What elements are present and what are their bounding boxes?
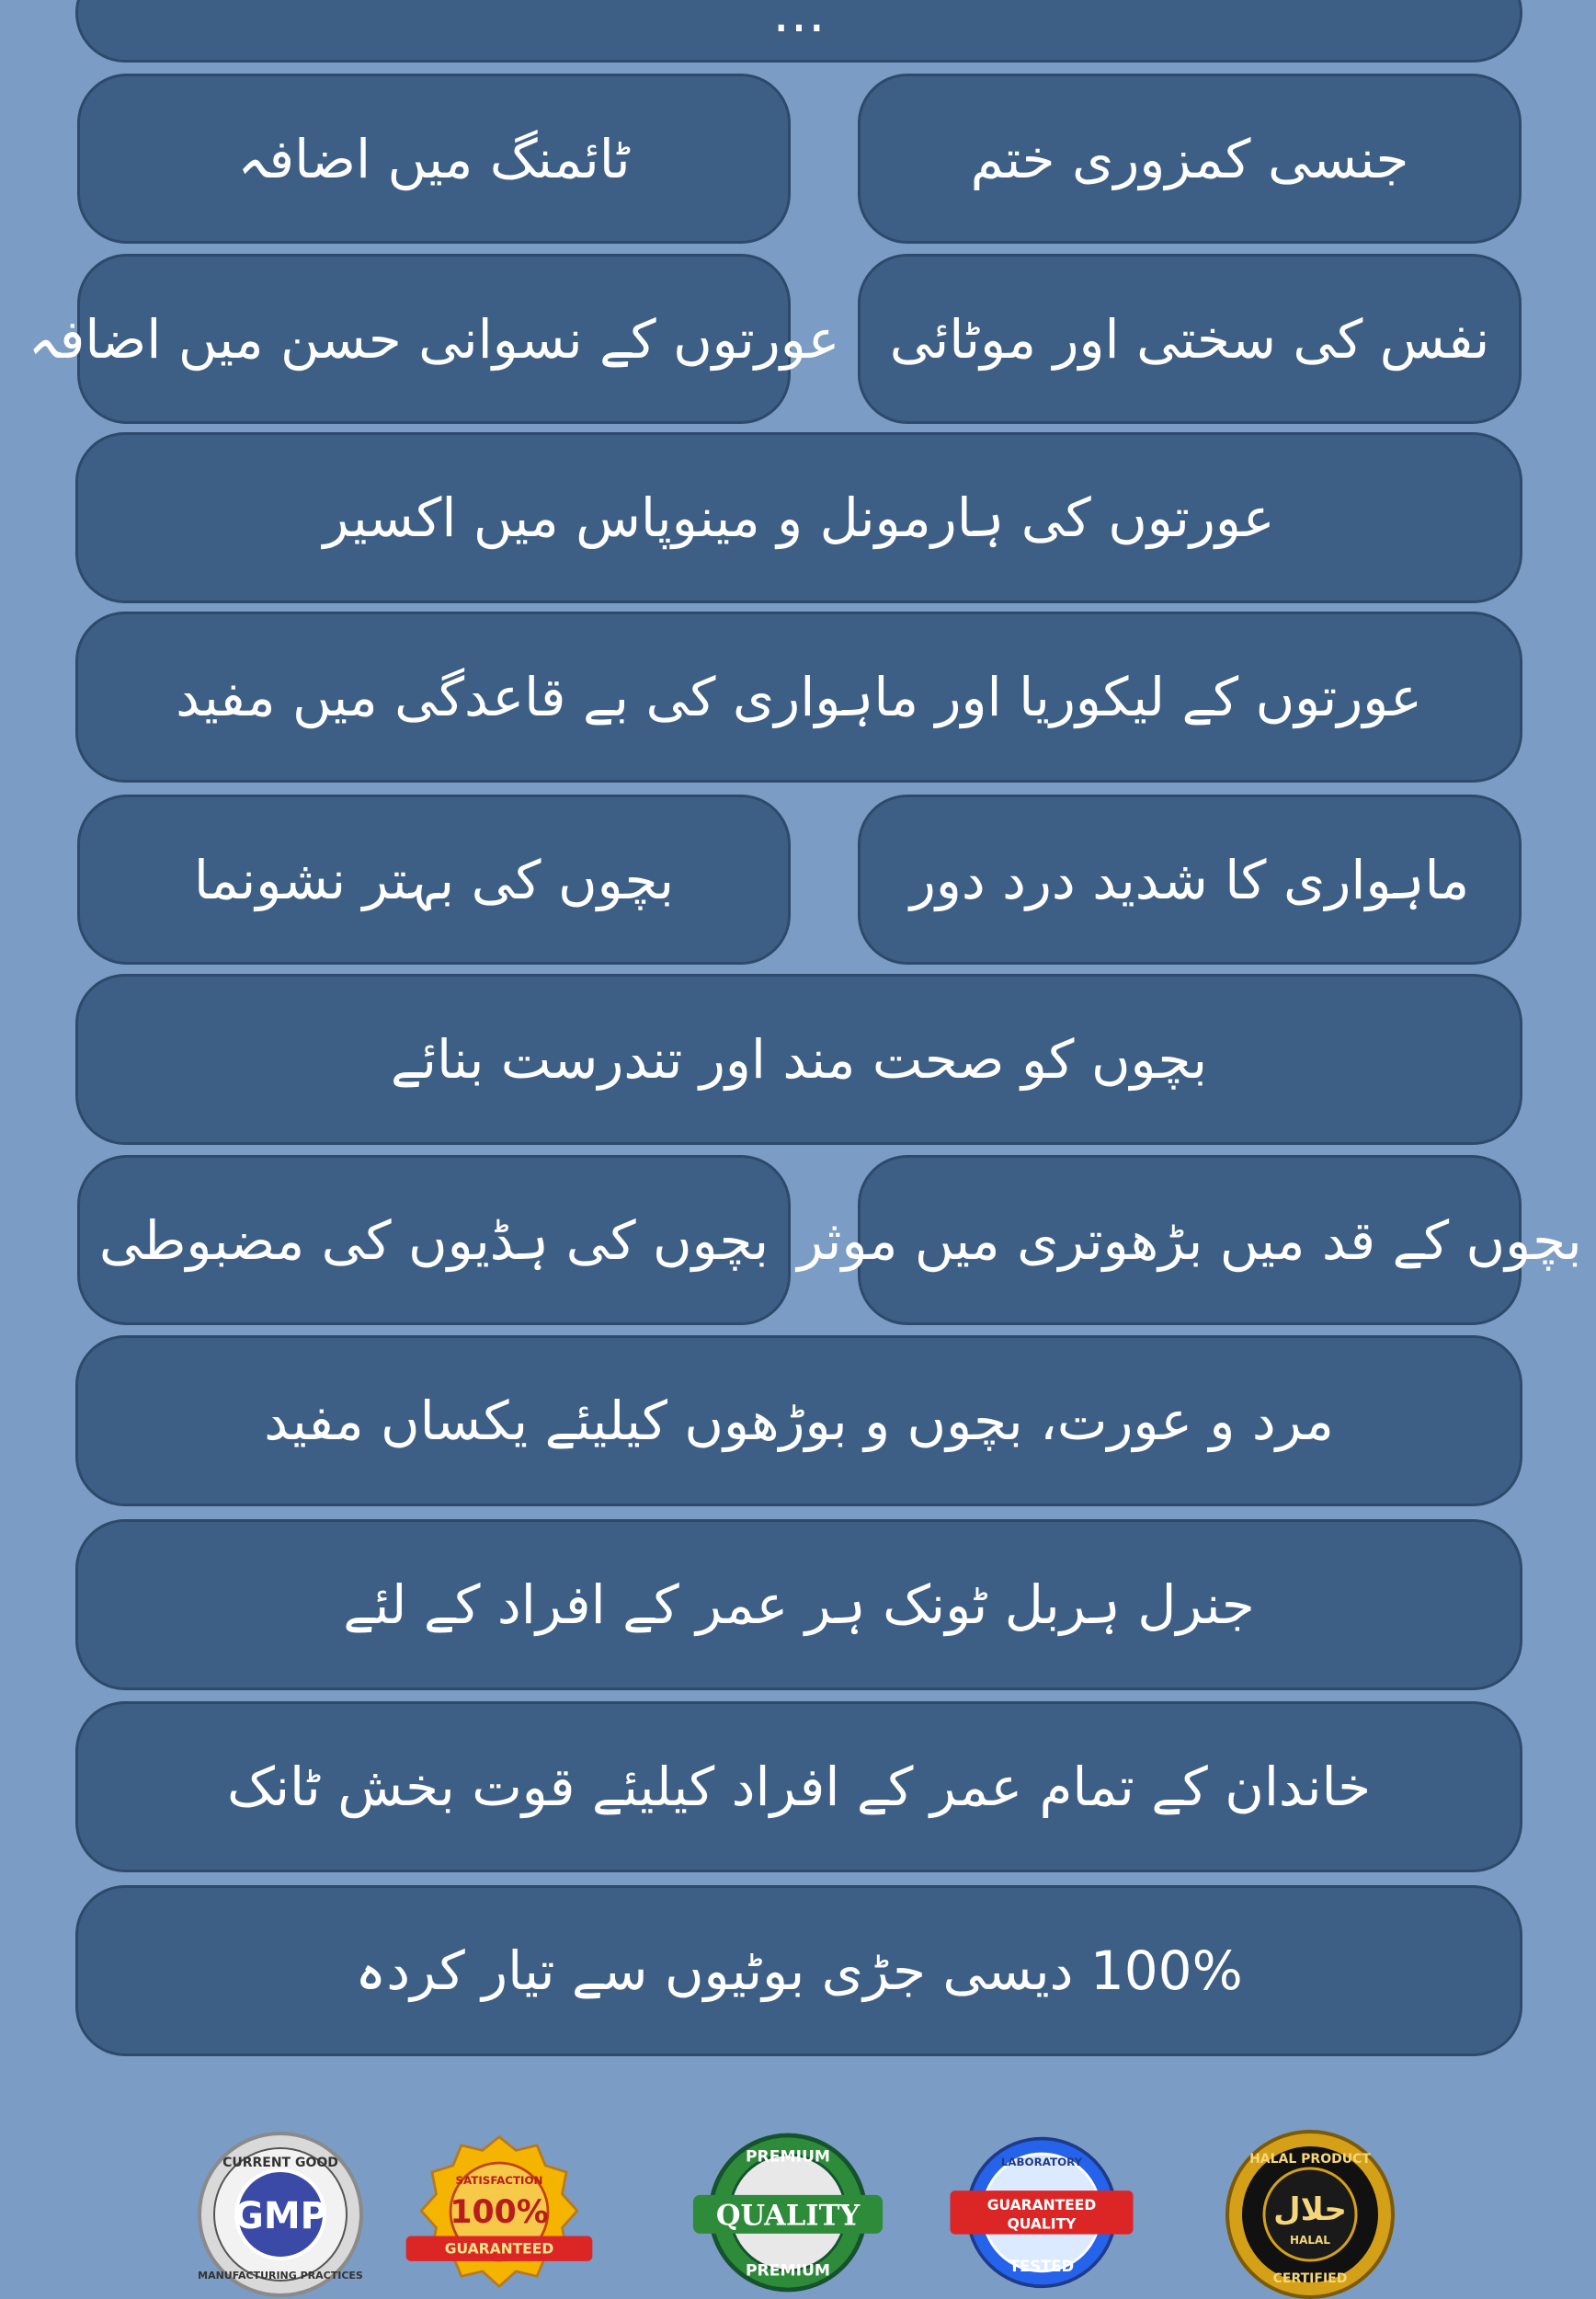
feature-pill-child-health	[75, 974, 1522, 1145]
feature-pill-herbal-made	[75, 1885, 1522, 2056]
halal-certified-badge	[1214, 2124, 1407, 2299]
halal-sub-text: HALAL	[1290, 2234, 1330, 2247]
feature-pill-timing	[77, 74, 791, 244]
feature-text: خاندان کے تمام عمر کے افراد کیلیئے قوت بخش ٹانک	[226, 1756, 1372, 1818]
premium-bottom-text: PREMIUM	[745, 2261, 831, 2281]
satisfaction-center-text: 100%	[450, 2193, 549, 2231]
feature-pill-child-height	[797, 1155, 1582, 1325]
gmp-top-text: CURRENT GOOD	[222, 2156, 338, 2170]
halal-bottom-text: CERTIFIED	[1272, 2271, 1348, 2286]
premium-top-text: PREMIUM	[745, 2147, 831, 2167]
feature-text: عورتوں کے لیکوریا اور ماہواری کی بے قاعدگی میں مفید	[176, 666, 1422, 728]
feature-pill-period-pain	[858, 795, 1522, 965]
feature-pill-child-growth	[77, 795, 791, 965]
satisfaction-bottom-text: GUARANTEED	[444, 2240, 554, 2258]
feature-text: بچوں کے قد میں بڑھوتری میں موثر	[797, 1208, 1582, 1272]
satisfaction-badge	[403, 2124, 596, 2299]
feature-text: ٹائمنگ میں اضافہ	[237, 127, 631, 190]
feature-pill-firmness	[858, 254, 1522, 424]
satisfaction-top-text: SATISFACTION	[455, 2173, 543, 2187]
feature-text: جنسی کمزوری ختم	[970, 127, 1409, 190]
feature-text: عورتوں کی ہارمونل و مینوپاس میں اکسیر	[323, 486, 1275, 549]
feature-pill-sexual-weakness	[858, 74, 1522, 244]
feature-text: نفس کی سختی اور موٹائی	[889, 307, 1490, 371]
feature-pill-leucorrhea	[75, 612, 1522, 783]
feature-text: بچوں کو صحت مند اور تندرست بنائے	[390, 1028, 1208, 1091]
premium-center-text: QUALITY	[715, 2199, 861, 2233]
lab-line2-text: QUALITY	[1007, 2215, 1077, 2233]
feature-pill-child-bones	[77, 1155, 791, 1325]
feature-text: عورتوں کے نسوانی حسن میں اضافہ	[28, 307, 840, 371]
gmp-bottom-text: MANUFACTURING PRACTICES	[198, 2270, 363, 2282]
feature-text: بچوں کی بہتر نشونما	[193, 848, 675, 911]
feature-text: 100% دیسی جڑی بوٹیوں سے تیار کردہ	[355, 1939, 1243, 2002]
halal-top-text: HALAL PRODUCT	[1249, 2152, 1371, 2167]
feature-pill-hormonal	[75, 432, 1522, 603]
feature-text: بچوں کی ہڈیوں کی مضبوطی	[98, 1208, 770, 1272]
feature-text: جنرل ہربل ٹونک ہر عمر کے افراد کے لئے	[343, 1573, 1255, 1636]
feature-pill-women-beauty	[28, 254, 840, 424]
lab-bottom-text: TESTED	[1009, 2257, 1075, 2275]
feature-text: ماہواری کا شدید درد دور	[909, 848, 1470, 911]
feature-pill-family-tonic	[75, 1701, 1522, 1872]
feature-pill-top-partial	[75, 0, 1522, 63]
gmp-center-text: GMP	[234, 2195, 327, 2237]
lab-line1-text: GUARANTEED	[986, 2197, 1097, 2214]
premium-quality-badge	[691, 2124, 884, 2299]
lab-tested-badge	[945, 2124, 1138, 2299]
halal-center-text: حلال	[1273, 2191, 1347, 2228]
feature-pill-herbal-tonic	[75, 1519, 1522, 1690]
feature-text: …	[772, 0, 826, 44]
lab-top-text: LABORATORY	[1000, 2155, 1083, 2168]
gmp-badge	[184, 2124, 377, 2299]
feature-text: مرد و عورت، بچوں و بوڑھوں کیلیئے یکساں مفید	[264, 1390, 1334, 1452]
feature-pill-all-ages	[75, 1335, 1522, 1506]
